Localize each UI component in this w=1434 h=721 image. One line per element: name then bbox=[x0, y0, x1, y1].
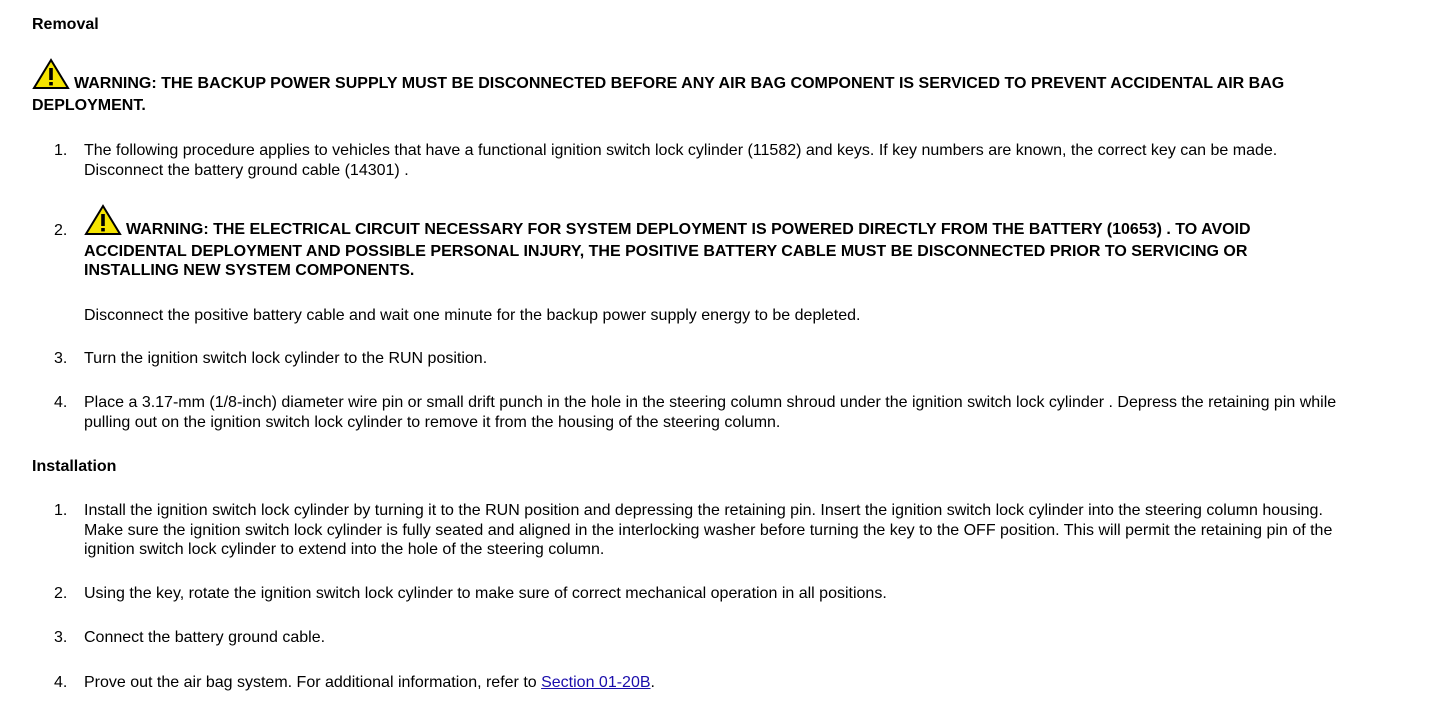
installation-step-list bbox=[32, 628, 1342, 648]
step-text: Prove out the air bag system. For additional information, refer to bbox=[84, 674, 542, 691]
step-number: 3. bbox=[54, 350, 68, 367]
list-item bbox=[32, 349, 1342, 369]
step-text-end: . bbox=[650, 674, 655, 691]
list-item bbox=[32, 393, 1342, 432]
step-text: Place a 3.17-mm (1/8-inch) diameter wire pin or small drift punch in the hole in the steering column shroud under the ignition switch lock cylinder . Depress the retaining pin while pulling out on the ignition switch lock cylinder to remove it from the housing of the steering column. bbox=[84, 394, 1337, 431]
list-item bbox=[32, 501, 1342, 560]
installation-step-list bbox=[32, 501, 1342, 560]
removal-step-list bbox=[32, 393, 1342, 432]
step-warning bbox=[84, 204, 1342, 281]
step-warning-text: WARNING: THE ELECTRICAL CIRCUIT NECESSARY FOR SYSTEM DEPLOYMENT IS POWERED DIRECTLY FROM THE BATTERY (10653) . TO AVOID ACCIDENTAL DEPLOYMENT AND POSSIBLE PERSONAL INJURY, THE POSITIVE BATTERY CABLE MUST BE DISCONNECTED PRIOR TO SERVICING OR INSTALLING NEW SYSTEM COMPONENTS. bbox=[84, 221, 1251, 279]
step-number: 2. bbox=[54, 222, 68, 239]
step-number: 2. bbox=[54, 585, 68, 602]
section-01-20b-link[interactable]: Section 01-20B bbox=[541, 674, 651, 691]
step-text: Connect the battery ground cable. bbox=[84, 629, 326, 646]
step-text: Disconnect the positive battery cable and wait one minute for the backup power supply energy to be depleted. bbox=[84, 306, 861, 324]
list-item bbox=[32, 204, 1342, 325]
removal-heading: Removal bbox=[32, 16, 99, 33]
step-number: 3. bbox=[54, 629, 68, 646]
step-number: 4. bbox=[54, 394, 68, 411]
warning-triangle-icon bbox=[84, 204, 122, 242]
step-text: Install the ignition switch lock cylinder by turning it to the RUN position and depressing the retaining pin. Insert the ignition switch lock cylinder into the steering column housing. Make sure the ignition switch lock cylinder is fully seated and aligned in the interlocking washer before turning the key to the OFF position. This will permit the retaining pin of the ignition switch lock cylinder to extend into the hole of the steering column. bbox=[84, 502, 1333, 558]
step-text: Turn the ignition switch lock cylinder to the RUN position. bbox=[84, 350, 488, 367]
removal-step-list bbox=[32, 141, 1342, 180]
installation-step-list bbox=[32, 584, 1342, 604]
step-text: The following procedure applies to vehicles that have a functional ignition switch lock cylinder (11582) and keys. If key numbers are known, the correct key can be made. Disconnect the battery ground cable (14301) . bbox=[84, 142, 1278, 179]
step-text-wrapper bbox=[84, 673, 1342, 693]
list-item bbox=[32, 141, 1342, 180]
removal-step-list bbox=[32, 349, 1342, 369]
warning-triangle-icon bbox=[32, 58, 70, 96]
installation-heading: Installation bbox=[32, 458, 117, 475]
step-number: 1. bbox=[54, 142, 68, 159]
list-item bbox=[32, 628, 1342, 648]
step-number: 4. bbox=[54, 674, 68, 691]
step-text: Using the key, rotate the ignition switch lock cylinder to make sure of correct mechanical operation in all positions. bbox=[84, 585, 887, 602]
removal-warning-text: WARNING: THE BACKUP POWER SUPPLY MUST BE DISCONNECTED BEFORE ANY AIR BAG COMPONENT IS SERVICED TO PREVENT ACCIDENTAL AIR BAG DEPLOYMENT. bbox=[32, 75, 1285, 114]
removal-warning bbox=[32, 58, 1342, 115]
removal-step-list bbox=[32, 204, 1342, 325]
step-number: 1. bbox=[54, 502, 68, 519]
list-item bbox=[32, 584, 1342, 604]
list-item bbox=[32, 673, 1342, 693]
installation-step-list bbox=[32, 673, 1342, 693]
